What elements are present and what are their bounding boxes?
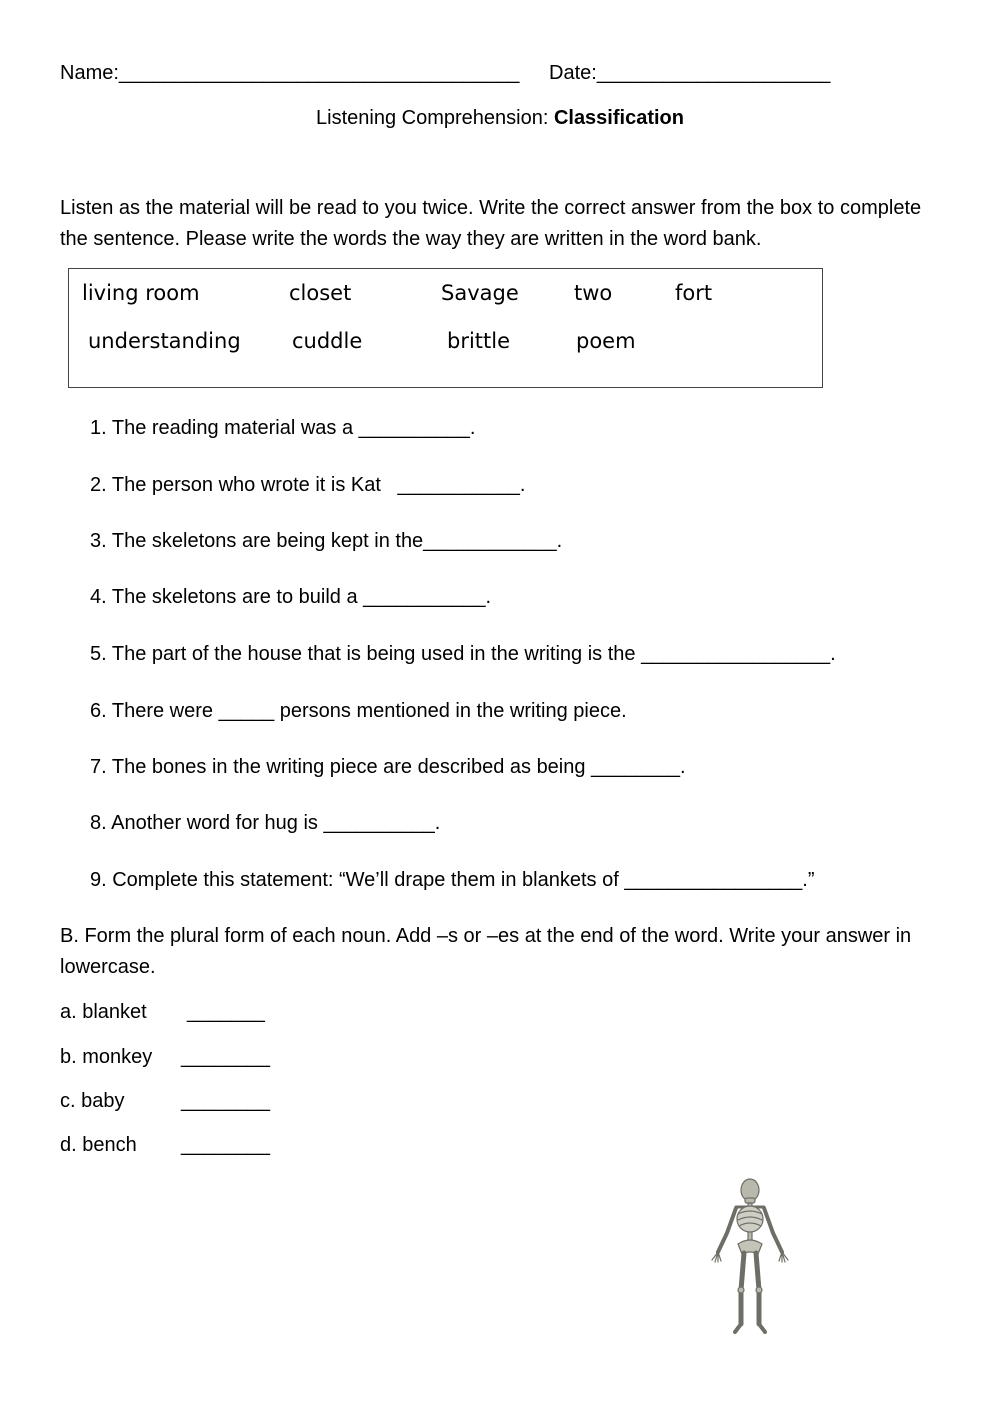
question-6[interactable]: 6. There were _____ persons mentioned in the writing piece. xyxy=(90,700,627,722)
word-bank-item: closet xyxy=(289,281,352,305)
question-5[interactable]: 5. The part of the house that is being used in the writing is the _________________. xyxy=(90,643,836,665)
name-line[interactable]: ____________________________________ xyxy=(118,62,520,84)
plural-item-label: a. blanket xyxy=(60,1001,147,1023)
question-4[interactable]: 4. The skeletons are to build a ___________. xyxy=(90,586,492,608)
word-bank-item: living room xyxy=(82,281,200,305)
plural-answer-blank[interactable]: ________ xyxy=(181,1134,270,1156)
date-label: Date:_____________________ xyxy=(549,62,831,84)
plural-item-label: d. bench xyxy=(60,1134,137,1156)
plural-answer-blank[interactable]: ________ xyxy=(181,1090,270,1112)
question-9[interactable]: 9. Complete this statement: “We’ll drape them in blankets of ________________.” xyxy=(90,869,815,891)
question-3[interactable]: 3. The skeletons are being kept in the____________. xyxy=(90,530,563,552)
page-title: Listening Comprehension: Classification xyxy=(316,107,684,129)
word-bank-item: poem xyxy=(576,329,636,353)
word-bank-item: understanding xyxy=(88,329,241,353)
section-b-instructions: B. Form the plural form of each noun. Add –s or –es at the end of the word. Write your answer in lowercase. xyxy=(60,925,912,978)
instructions: Listen as the material will be read to you twice. Write the correct answer from the box to complete the sentence. Please write the words the way they are written in the word bank. xyxy=(60,197,922,250)
plural-answer-blank[interactable]: _______ xyxy=(187,1001,265,1023)
question-8[interactable]: 8. Another word for hug is __________. xyxy=(90,812,441,834)
word-bank-item: fort xyxy=(675,281,713,305)
question-7[interactable]: 7. The bones in the writing piece are described as being ________. xyxy=(90,756,686,778)
question-2[interactable]: 2. The person who wrote it is Kat ___________. xyxy=(90,474,526,496)
skeleton-icon xyxy=(700,1178,800,1336)
plural-item-label: b. monkey xyxy=(60,1046,153,1068)
word-bank-item: cuddle xyxy=(292,329,363,353)
word-bank-item: brittle xyxy=(447,329,511,353)
word-bank-item: Savage xyxy=(441,281,519,305)
date-line[interactable]: _____________________ xyxy=(596,62,831,84)
name-label: Name:____________________________________ xyxy=(60,62,520,84)
plural-item-label: c. baby xyxy=(60,1090,125,1112)
plural-answer-blank[interactable]: ________ xyxy=(181,1046,270,1068)
word-bank xyxy=(68,268,823,388)
question-1[interactable]: 1. The reading material was a __________. xyxy=(90,417,476,439)
word-bank-item: two xyxy=(574,281,613,305)
